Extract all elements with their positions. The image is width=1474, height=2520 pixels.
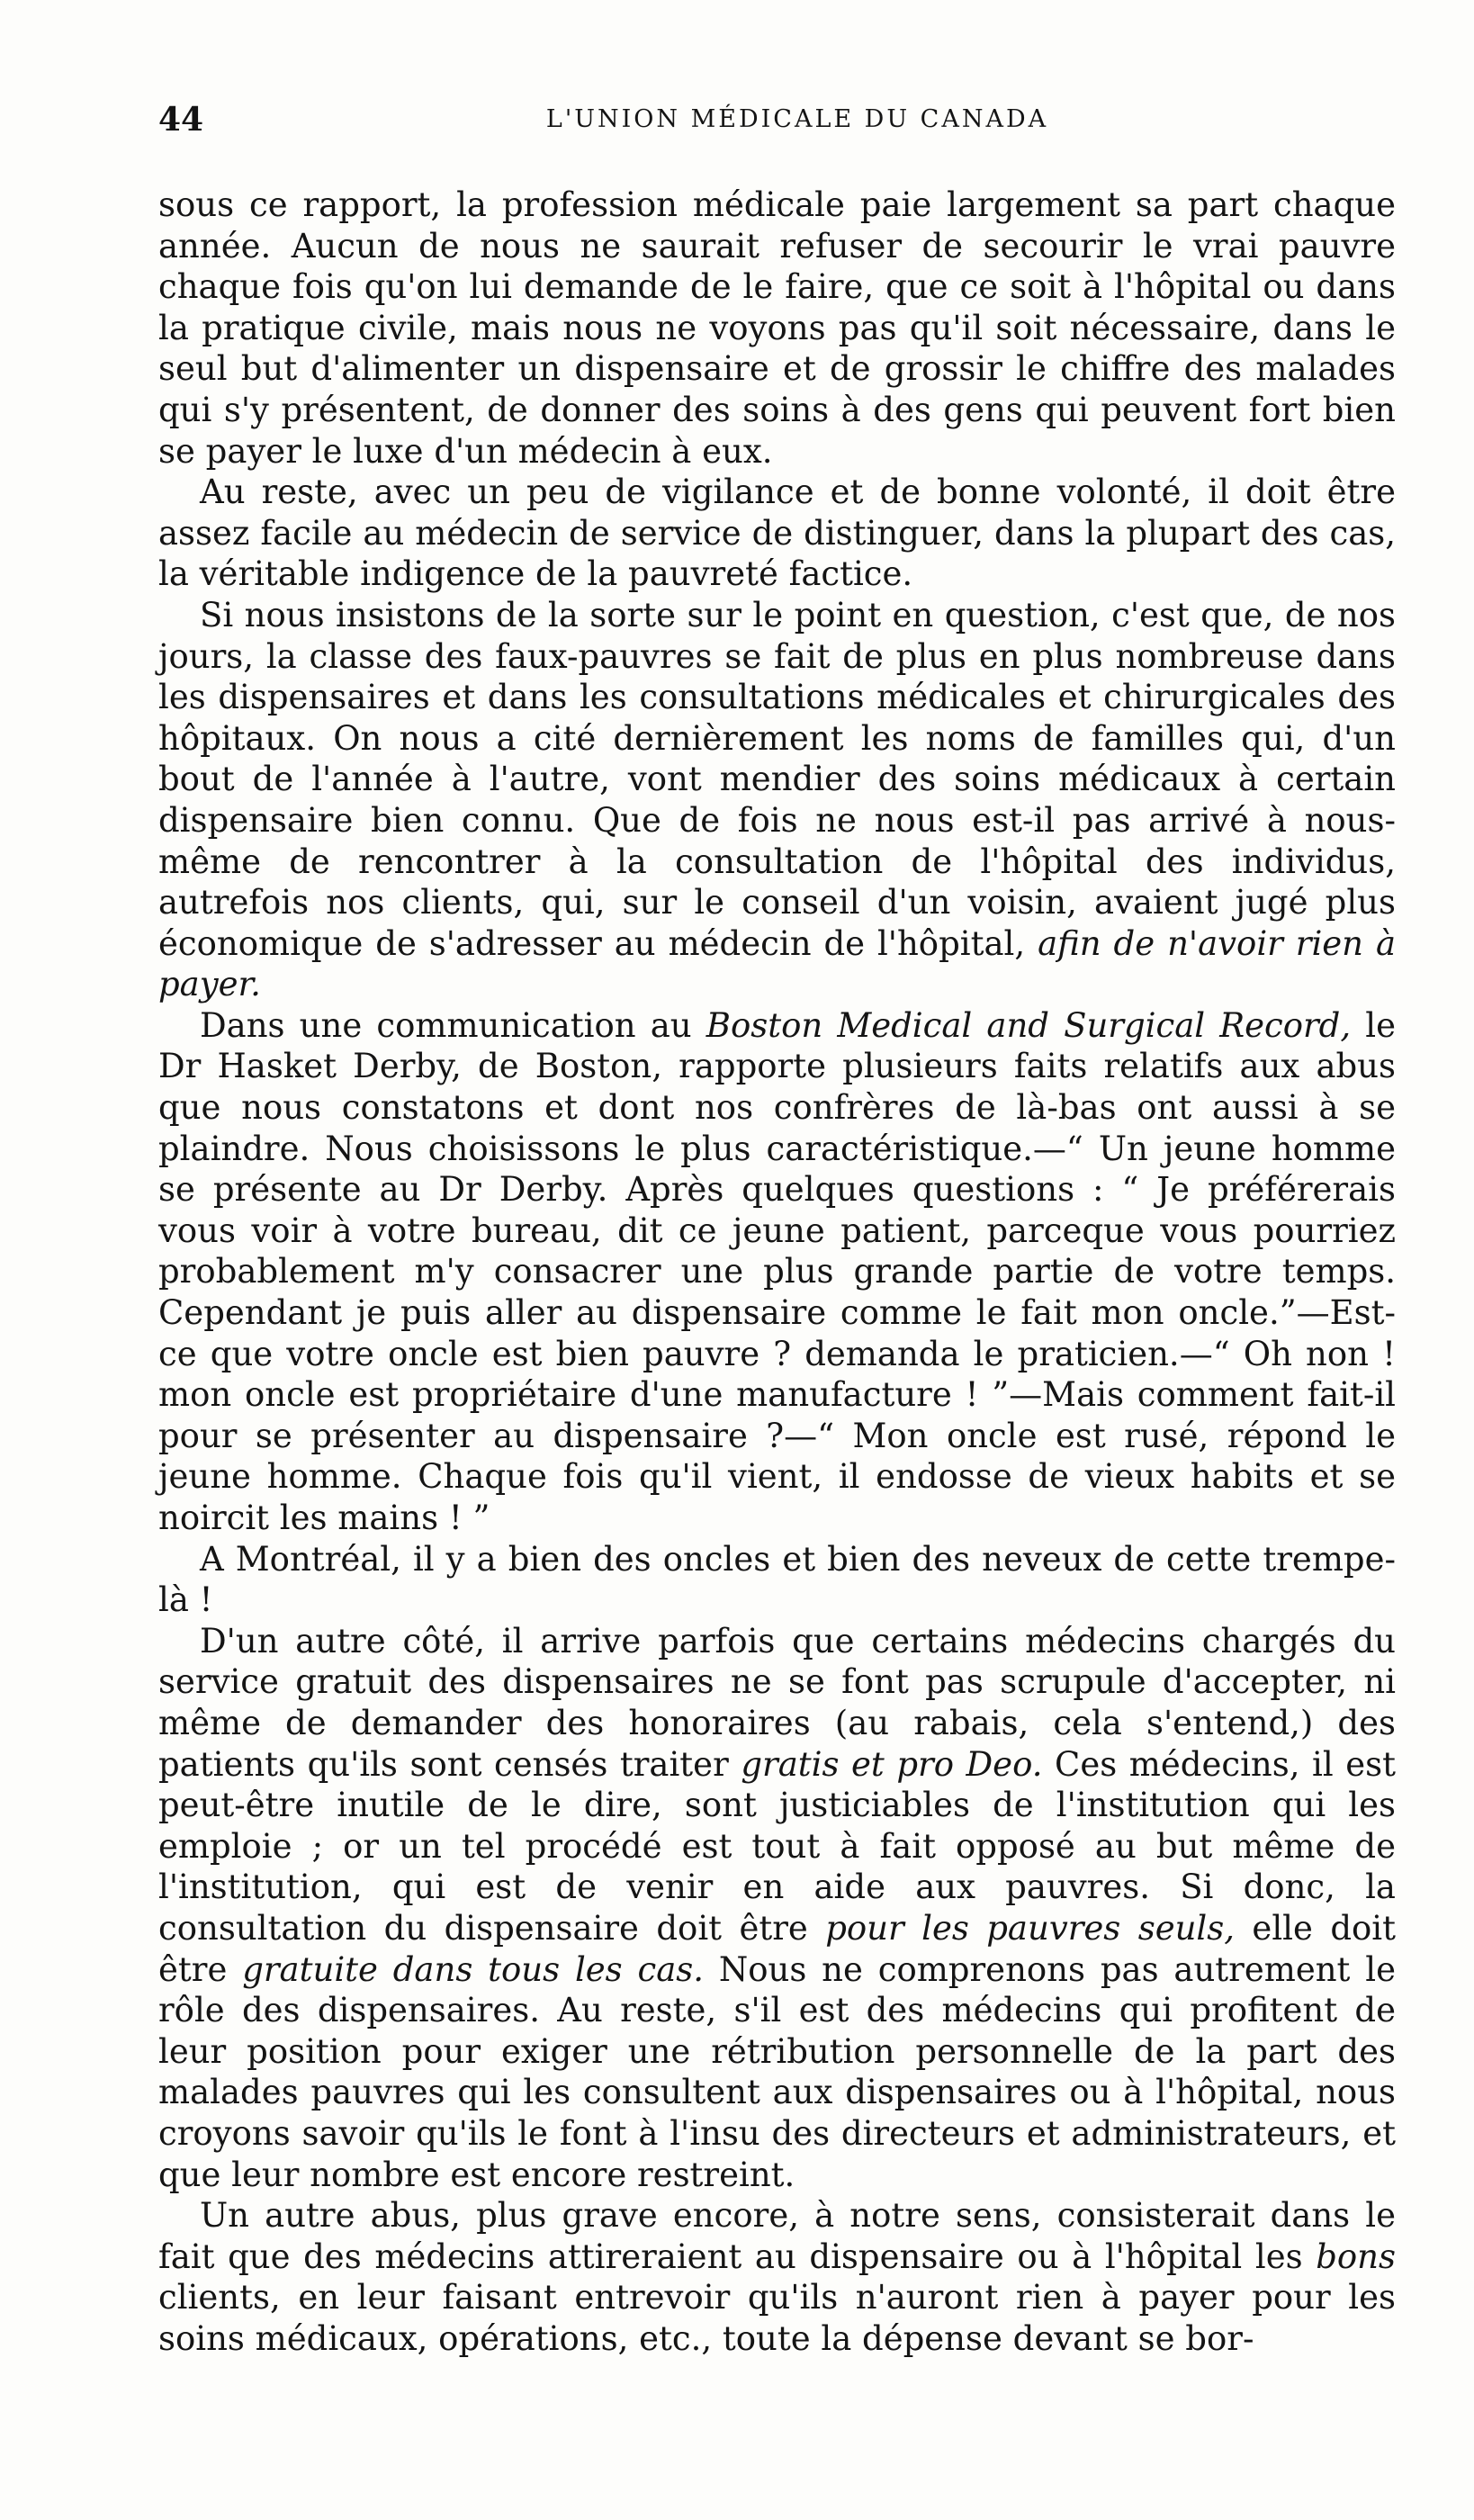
text-run: elle doit être [158, 1908, 1396, 1989]
text-run: Nous ne comprenons pas autrement le rôle des dispensaires. Au reste, s'il est des médecins qui profitent de leur position pour exiger une rétribution personnelle de la part des malades pauvres qui les consultent aux dispensaires ou à l'hôpital, nous croyons savoir qu'ils le font à l'insu des directeurs et administrateurs, et que leur nombre est encore restreint. [158, 1949, 1396, 2194]
italic-text-run: bons [1316, 2236, 1396, 2276]
paragraph-3 [158, 595, 1396, 1005]
text-run: clients, en leur faisant entrevoir qu'ils n'auront rien à payer pour les soins médicaux, opérations, etc., toute la dépense devant se bor- [158, 2278, 1396, 2358]
paragraph-1 [158, 184, 1396, 472]
text-run: le Dr Hasket Derby, de Boston, rapporte plusieurs faits relatifs aux abus que nous constatons et dont nos confrères de là-bas ont aussi à se plaindre. Nous choisissons le plus caractéristique.—“ Un jeune homme se présente au Dr Derby. Après quelques questions : “ Je préférerais vous voir à votre bureau, dit ce jeune patient, parceque vous pourriez probablement m'y consacrer une plus grande partie de votre temps. Cependant je puis aller au dispensaire comme le fait mon oncle.”—Est-ce que votre oncle est bien pauvre ? demanda le praticien.—“ Oh non ! mon oncle est propriétaire d'une manufacture ! ”—Mais comment fait-il pour se présenter au dispensaire ?—“ Mon oncle est rusé, répond le jeune homme. Chaque fois qu'il vient, il endosse de vieux habits et se noircit les mains ! ” [158, 1005, 1396, 1537]
paragraph-4 [158, 1005, 1396, 1539]
text-run: Dans une communication au [200, 1005, 706, 1045]
paragraph-2 [158, 472, 1396, 595]
text-run: D'un autre côté, il arrive parfois que certains médecins chargés du service gratuit des dispensaires ne se font pas scrupule d'accepter, ni même de demander des honoraires (au rabais, cela s'entend,) des patients qu'ils sont censés traiter [158, 1621, 1396, 1784]
italic-text-run: afin de n'avoir rien à payer. [158, 923, 1397, 1004]
page-number: 44 [158, 101, 204, 139]
paragraph-7 [158, 2195, 1396, 2359]
text-run: Ces médecins, il est peut-être inutile de le dire, sont justiciables de l'institution qui les emploie ; or un tel procédé est tout à fait opposé au but même de l'institution, qui est de venir en aide aux pauvres. Si donc, la consultation du dispensaire doit être [158, 1744, 1397, 1948]
journal-title: L'UNION MÉDICALE DU CANADA [545, 105, 1049, 133]
text-run: Un autre abus, plus grave encore, à notre sens, consisterait dans le fait que des médecins attireraient au dispensaire ou à l'hôpital les [158, 2196, 1396, 2276]
italic-text-run: gratis et pro Deo. [741, 1744, 1043, 1784]
paragraph-5 [158, 1539, 1396, 1621]
text-run: Au reste, avec un peu de vigilance et de bonne volonté, il doit être assez facile au médecin de service de distinguer, dans la plupart des cas, la véritable indigence de la pauvreté factice. [158, 472, 1396, 594]
running-head [158, 97, 1400, 142]
italic-text-run: pour les pauvres seuls, [825, 1908, 1236, 1948]
italic-text-run: Boston Medical and Surgical Record, [706, 1005, 1352, 1045]
paragraph-6 [158, 1621, 1396, 2195]
text-run: sous ce rapport, la profession médicale paie largement sa part chaque année. Aucun de nous ne saurait refuser de secourir le vrai pauvre chaque fois qu'on lui demande de le faire, que ce soit à l'hôpital ou dans la pratique civile, mais nous ne voyons pas qu'il soit nécessaire, dans le seul but d'alimenter un dispensaire et de grossir le chiffre des malades qui s'y présentent, de donner des soins à des gens qui peuvent fort bien se payer le luxe d'un médecin à eux. [158, 185, 1396, 471]
text-run: Si nous insistons de la sorte sur le point en question, c'est que, de nos jours, la classe des faux-pauvres se fait de plus en plus nombreuse dans les dispensaires et dans les consultations médicales et chirurgicales des hôpitaux. On nous a cité dernièrement les noms de familles qui, d'un bout de l'année à l'autre, vont mendier des soins médicaux à certain dispensaire bien connu. Que de fois ne nous est-il pas arrivé à nous-même de rencontrer à la consultation de l'hôpital des individus, autrefois nos clients, qui, sur le conseil d'un voisin, avaient jugé plus économique de s'adresser au médecin de l'hôpital, [158, 595, 1396, 963]
article-body [158, 184, 1396, 2359]
text-run: A Montréal, il y a bien des oncles et bien des neveux de cette trempe-là ! [158, 1539, 1396, 1620]
italic-text-run: gratuite dans tous les cas. [242, 1949, 705, 1989]
